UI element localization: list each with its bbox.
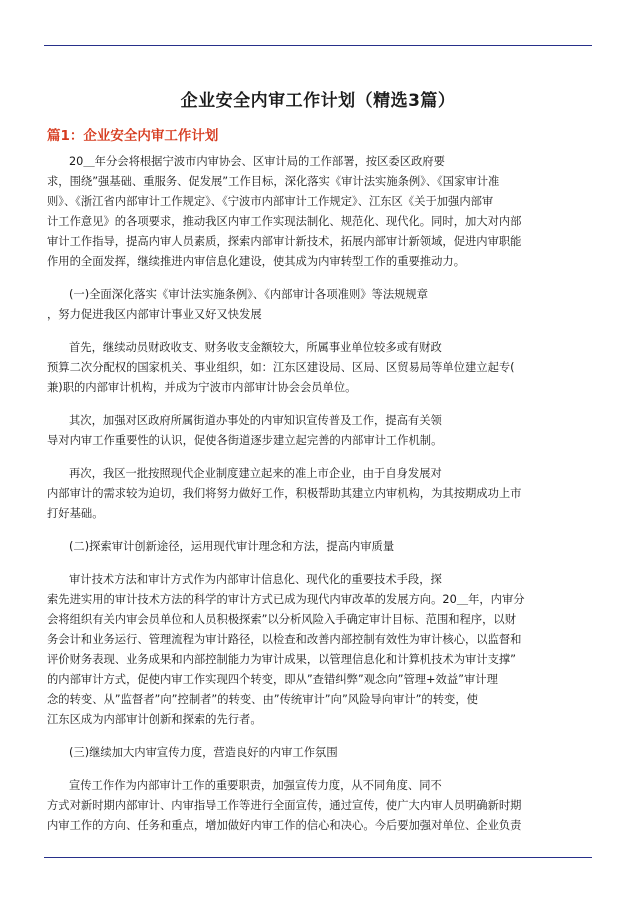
paragraph-line: 则》、《浙江省内部审计工作规定》、《宁波市内部审计工作规定》、江东区《关于加强内部审: [47, 195, 494, 208]
paragraph-line: 计工作意见》的各项要求，推动我区内审工作实现法制化、规范化、现代化。同时，加大对内部: [47, 215, 522, 228]
paragraph-line: 导对内审工作重要性的认识，促使各街道逐步建立起完善的内部审计工作机制。: [47, 434, 443, 447]
paragraph-line: 内部审计的需求较为迫切，我们将努力做好工作，积极帮助其建立内审机构，为其按期成功上市: [47, 487, 522, 500]
paragraph: [47, 776, 592, 836]
paragraph-line: 20＿年分会将根据宁波市内审协会、区审计局的工作部署，按区委区政府要: [69, 155, 445, 168]
paragraph-line: 会将组织有关内审会员单位和人员积极探索”以分析风险入手确定审计目标、范围和程序，以财: [47, 613, 517, 626]
top-rule: [44, 45, 592, 46]
document-body: [47, 152, 592, 849]
paragraph-line: ，努力促进我区内部审计事业又好又快发展: [47, 308, 262, 321]
paragraph: [47, 338, 592, 398]
paragraph-line: 方式对新时期内部审计、内审指导工作等进行全面宣传，通过宣传，使广大内审人员明确新时期: [47, 799, 522, 812]
paragraph-line: 念的转变、从”监督者”向”控制者”的转变、由”传统审计”向”风险导向审计”的转变，使: [47, 693, 478, 706]
paragraph: [47, 743, 592, 763]
paragraph-line: (二)探索审计创新途径，运用现代审计理念和方法，提高内审质量: [69, 540, 395, 553]
paragraph-line: 宣传工作作为内部审计工作的重要职责，加强宣传力度，从不同角度、同不: [69, 779, 442, 792]
paragraph: [47, 537, 592, 557]
paragraph-line: 再次，我区一批按照现代企业制度建立起来的准上市企业，由于自身发展对: [69, 467, 442, 480]
bottom-rule: [44, 857, 592, 858]
paragraph-line: 的内部审计方式，促使内审工作实现四个转变，即从”查错纠弊”观念向”管理+效益”审计理: [47, 673, 498, 686]
paragraph-line: 兼)职的内部审计机构，并成为宁波市内部审计协会会员单位。: [47, 381, 357, 394]
paragraph-line: 内审工作的方向、任务和重点，增加做好内审工作的信心和决心。今后要加强对单位、企业负责: [47, 819, 522, 832]
paragraph-line: 作用的全面发挥，继续推进内审信息化建设，使其成为内审转型工作的重要推动力。: [47, 255, 465, 268]
paragraph: [47, 464, 592, 524]
paragraph-line: 打好基础。: [47, 507, 104, 520]
paragraph-line: 首先，继续动员财政收支、财务收支金额较大，所属事业单位较多或有财政: [69, 341, 442, 354]
paragraph-line: 预算二次分配权的国家机关、事业组织，如：江东区建设局、区局、区贸易局等单位建立起专(: [47, 361, 515, 374]
paragraph-line: 评价财务表现、业务成果和内部控制能力为审计成果，以管理信息化和计算机技术为审计支撑”: [47, 653, 517, 666]
paragraph-line: 审计工作指导，提高内审人员素质，探索内部审计新技术，拓展内部审计新领域，促进内审职能: [47, 235, 522, 248]
paragraph-line: (三)继续加大内审宣传力度，营造良好的内审工作氛围: [69, 746, 338, 759]
paragraph-line: 务会计和业务运行、管理流程为审计路径，以检查和改善内部控制有效性为审计核心，以监督和: [47, 633, 522, 646]
paragraph: [47, 285, 592, 325]
section-heading: 篇1：企业安全内审工作计划: [47, 128, 219, 144]
paragraph-line: 江东区成为内部审计创新和探索的先行者。: [47, 713, 262, 726]
paragraph-line: 审计技术方法和审计方式作为内部审计信息化、现代化的重要技术手段，探: [69, 573, 442, 586]
document-title: 企业安全内审工作计划（精选3篇）: [180, 91, 456, 111]
paragraph: [47, 411, 592, 451]
paragraph-line: 索先进实用的审计技术方法的科学的审计方式已成为现代内审改革的发展方向。20＿年，内审分: [47, 593, 525, 606]
paragraph-line: 求，围绕”强基础、重服务、促发展”工作目标，深化落实《审计法实施条例》、《国家审计准: [47, 175, 500, 188]
paragraph-line: 其次，加强对区政府所属街道办事处的内审知识宣传普及工作，提高有关领: [69, 414, 442, 427]
paragraph: [47, 152, 592, 272]
paragraph-line: (一)全面深化落实《审计法实施条例》、《内部审计各项准则》等法规规章: [69, 288, 429, 301]
paragraph: [47, 570, 592, 730]
